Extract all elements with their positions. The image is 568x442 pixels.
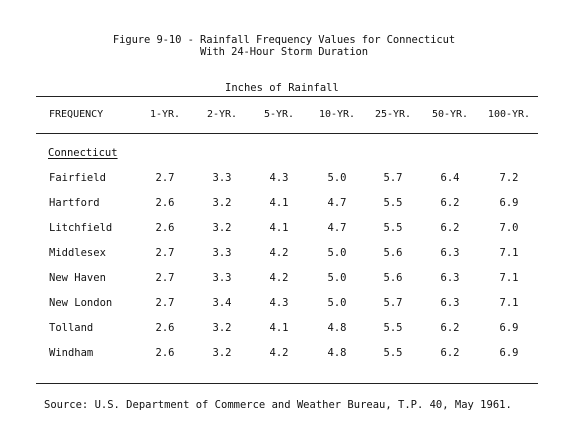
rainfall-value: 4.8 [327,347,347,359]
rainfall-value: 7.2 [499,172,519,184]
rainfall-value: 2.6 [155,347,175,359]
rainfall-value: 5.0 [327,247,347,259]
rainfall-value: 5.5 [383,222,403,234]
column-header: 1-YR. [149,109,181,120]
rainfall-value: 2.7 [155,272,175,284]
rainfall-value: 5.7 [383,297,403,309]
table-row [0,247,568,261]
rainfall-value: 4.8 [327,322,347,334]
rainfall-value: 4.2 [269,347,289,359]
rainfall-value: 2.6 [155,222,175,234]
column-header: 100-YR. [487,109,531,120]
rainfall-value: 7.0 [499,222,519,234]
rainfall-value: 6.3 [440,297,460,309]
column-header: 2-YR. [206,109,238,120]
figure-title: Figure 9-10 - Rainfall Frequency Values for Connecticut [112,34,456,46]
rainfall-value: 4.2 [269,247,289,259]
table-row [0,197,568,211]
rainfall-value: 3.2 [212,347,232,359]
column-header: 25-YR. [374,109,412,120]
rainfall-value: 4.3 [269,297,289,309]
table-row [0,347,568,361]
rainfall-value: 3.2 [212,322,232,334]
column-header: 10-YR. [318,109,356,120]
rainfall-value: 5.0 [327,172,347,184]
county-name: Litchfield [49,222,113,234]
rainfall-value: 3.2 [212,222,232,234]
rainfall-value: 3.4 [212,297,232,309]
rainfall-value: 5.0 [327,297,347,309]
column-header: 5-YR. [263,109,295,120]
rainfall-value: 4.1 [269,197,289,209]
rainfall-value: 5.5 [383,197,403,209]
table-row [0,172,568,186]
table-row [0,222,568,236]
rainfall-value: 5.6 [383,272,403,284]
table-row [0,297,568,311]
table-row [0,322,568,336]
rainfall-value: 2.7 [155,247,175,259]
rainfall-value: 4.1 [269,222,289,234]
rainfall-value: 5.5 [383,322,403,334]
rainfall-value: 7.1 [499,272,519,284]
table-bottom-rule [36,383,538,384]
table-top-rule [36,96,538,97]
county-name: Fairfield [49,172,106,184]
rainfall-value: 5.6 [383,247,403,259]
rainfall-value: 6.2 [440,322,460,334]
rainfall-value: 6.4 [440,172,460,184]
rainfall-value: 3.3 [212,172,232,184]
rainfall-value: 3.2 [212,197,232,209]
county-name: Tolland [49,322,94,334]
rainfall-value: 4.7 [327,222,347,234]
county-name: Middlesex [49,247,106,259]
figure-subtitle: With 24-Hour Storm Duration [200,46,368,58]
county-name: Windham [49,347,94,359]
column-header: 50-YR. [431,109,469,120]
rainfall-value: 5.7 [383,172,403,184]
county-name: New London [49,297,113,309]
rainfall-value: 4.2 [269,272,289,284]
header-bottom-rule [36,133,538,134]
rainfall-value: 6.9 [499,197,519,209]
rainfall-value: 2.6 [155,197,175,209]
rainfall-value: 7.1 [499,297,519,309]
rainfall-value: 3.3 [212,247,232,259]
rainfall-value: 2.6 [155,322,175,334]
rainfall-value: 6.9 [499,347,519,359]
rainfall-value: 7.1 [499,247,519,259]
rainfall-value: 6.9 [499,322,519,334]
rainfall-value: 6.3 [440,272,460,284]
rainfall-value: 6.2 [440,197,460,209]
table-subheading: Inches of Rainfall [225,82,339,94]
table-row [0,272,568,286]
source-note: Source: U.S. Department of Commerce and Weather Bureau, T.P. 40, May 1961. [44,399,512,411]
rainfall-value: 5.0 [327,272,347,284]
state-heading: Connecticut [48,147,118,159]
rainfall-value: 3.3 [212,272,232,284]
county-name: New Haven [49,272,106,284]
rainfall-value: 2.7 [155,172,175,184]
rainfall-value: 2.7 [155,297,175,309]
rainfall-value: 4.7 [327,197,347,209]
rainfall-value: 6.3 [440,247,460,259]
frequency-header: FREQUENCY [49,109,104,120]
rainfall-value: 6.2 [440,347,460,359]
rainfall-value: 4.3 [269,172,289,184]
rainfall-value: 6.2 [440,222,460,234]
county-name: Hartford [49,197,100,209]
rainfall-value: 4.1 [269,322,289,334]
rainfall-value: 5.5 [383,347,403,359]
